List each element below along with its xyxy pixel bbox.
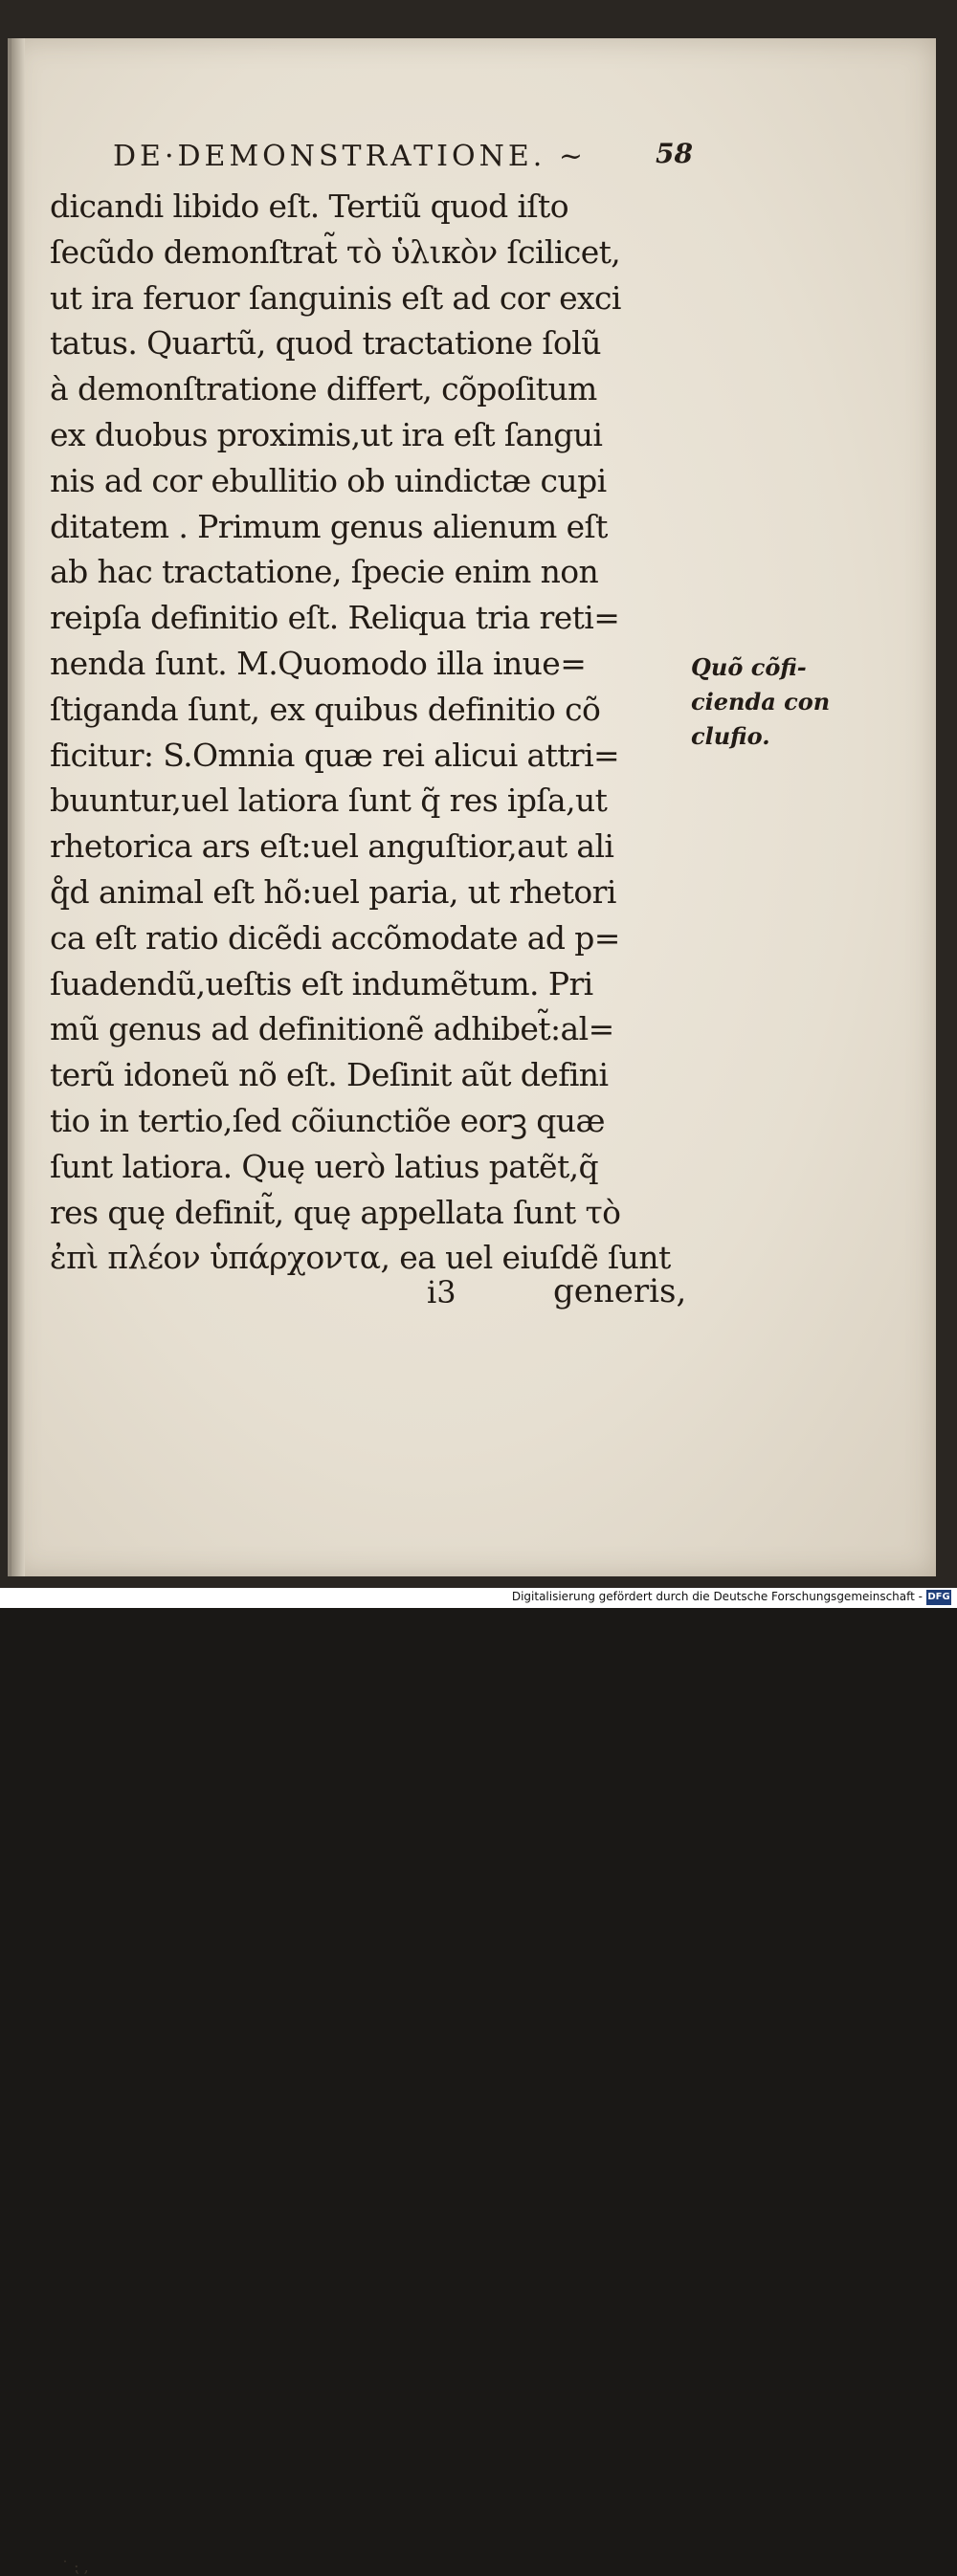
- text-line: reipſa definitio eſt. Reliqua tria reti=: [50, 599, 620, 637]
- digitization-credit: Digitalisierung gefördert durch die Deutsche Forschungsgemeinschaft -: [511, 1590, 923, 1603]
- text-line: ut ira feruor ſanguinis eſt ad cor exci: [50, 278, 621, 317]
- text-line: buuntur,uel latiora ſunt q̃ res ipſa,ut: [50, 782, 608, 820]
- page-gutter-edge: [11, 38, 25, 1576]
- text-line: ab hac tractatione, ſpecie enim non: [50, 553, 599, 591]
- page-header: [113, 138, 693, 173]
- running-head: DE·DEMONSTRATIONE. ~: [113, 140, 587, 173]
- text-line: mũ genus ad definitionẽ adhibet̃:al=: [50, 1010, 614, 1048]
- body-text: [50, 184, 689, 1281]
- text-line: rhetorica ars eſt:uel anguſtior,aut ali: [50, 827, 614, 866]
- marginal-note-line: Quõ cõfi-: [691, 653, 807, 681]
- text-line: nis ad cor ebullitio ob uindictæ cupi: [50, 461, 607, 499]
- text-line: dicandi libido eſt. Tertiũ quod iſto: [50, 187, 568, 225]
- text-line: res quę definit̃, quę appellata ſunt τὸ: [50, 1193, 621, 1231]
- dfg-logo-icon: DFG: [926, 1590, 951, 1605]
- text-line: tio in tertio,ſed cõiunctiõe eorꝫ quæ: [50, 1101, 605, 1139]
- text-line: nenda ſunt. M.Quomodo illa inue=: [50, 644, 587, 682]
- credit-bar: [0, 1588, 957, 1608]
- text-line: ca eſt ratio dicẽdi accõmodate ad p=: [50, 918, 620, 957]
- page-number: 58: [656, 138, 693, 169]
- text-line: à demonſtratione differt, cõpoſitum: [50, 370, 597, 408]
- text-line: ἐπὶ πλέον ὑπάρχοντα, ea uel eiuſdẽ ſunt: [50, 1239, 671, 1277]
- text-line: terũ idoneũ nõ eſt. Deſinit aũt defini: [50, 1056, 609, 1094]
- text-line: ficitur: S.Omnia quæ rei alicui attri=: [50, 736, 620, 774]
- marginal-note-line: clufio.: [691, 722, 770, 750]
- text-line: ſecũdo demonſtrat̃ τὸ ὑλικὸν ſcilicet,: [50, 232, 621, 271]
- text-line: ditatem . Primum genus alienum eſt: [50, 507, 608, 545]
- marginal-note: [691, 650, 844, 754]
- catchword: generis,: [553, 1272, 687, 1310]
- text-line: ſunt latiora. Quę uerò latius patẽt,q̃: [50, 1147, 599, 1185]
- text-line: tatus. Quartũ, quod tractatione ſolũ: [50, 324, 601, 363]
- text-line: ſuadendũ,ueſtis eſt indumẽtum. Pri: [50, 964, 593, 1002]
- ink-specks: ˙ ⁏ ,: [61, 2558, 89, 2576]
- marginal-note-line: cienda con: [691, 688, 831, 716]
- text-line: ſtiganda ſunt, ex quibus definitio cõ: [50, 690, 601, 728]
- text-line: q̊d animal eſt hõ:uel paria, ut rhetori: [50, 872, 616, 911]
- page-footer: [0, 1272, 689, 2576]
- text-line: ex duobus proximis,ut ira eſt ſangui: [50, 415, 603, 453]
- signature-mark: i3: [427, 1274, 456, 1310]
